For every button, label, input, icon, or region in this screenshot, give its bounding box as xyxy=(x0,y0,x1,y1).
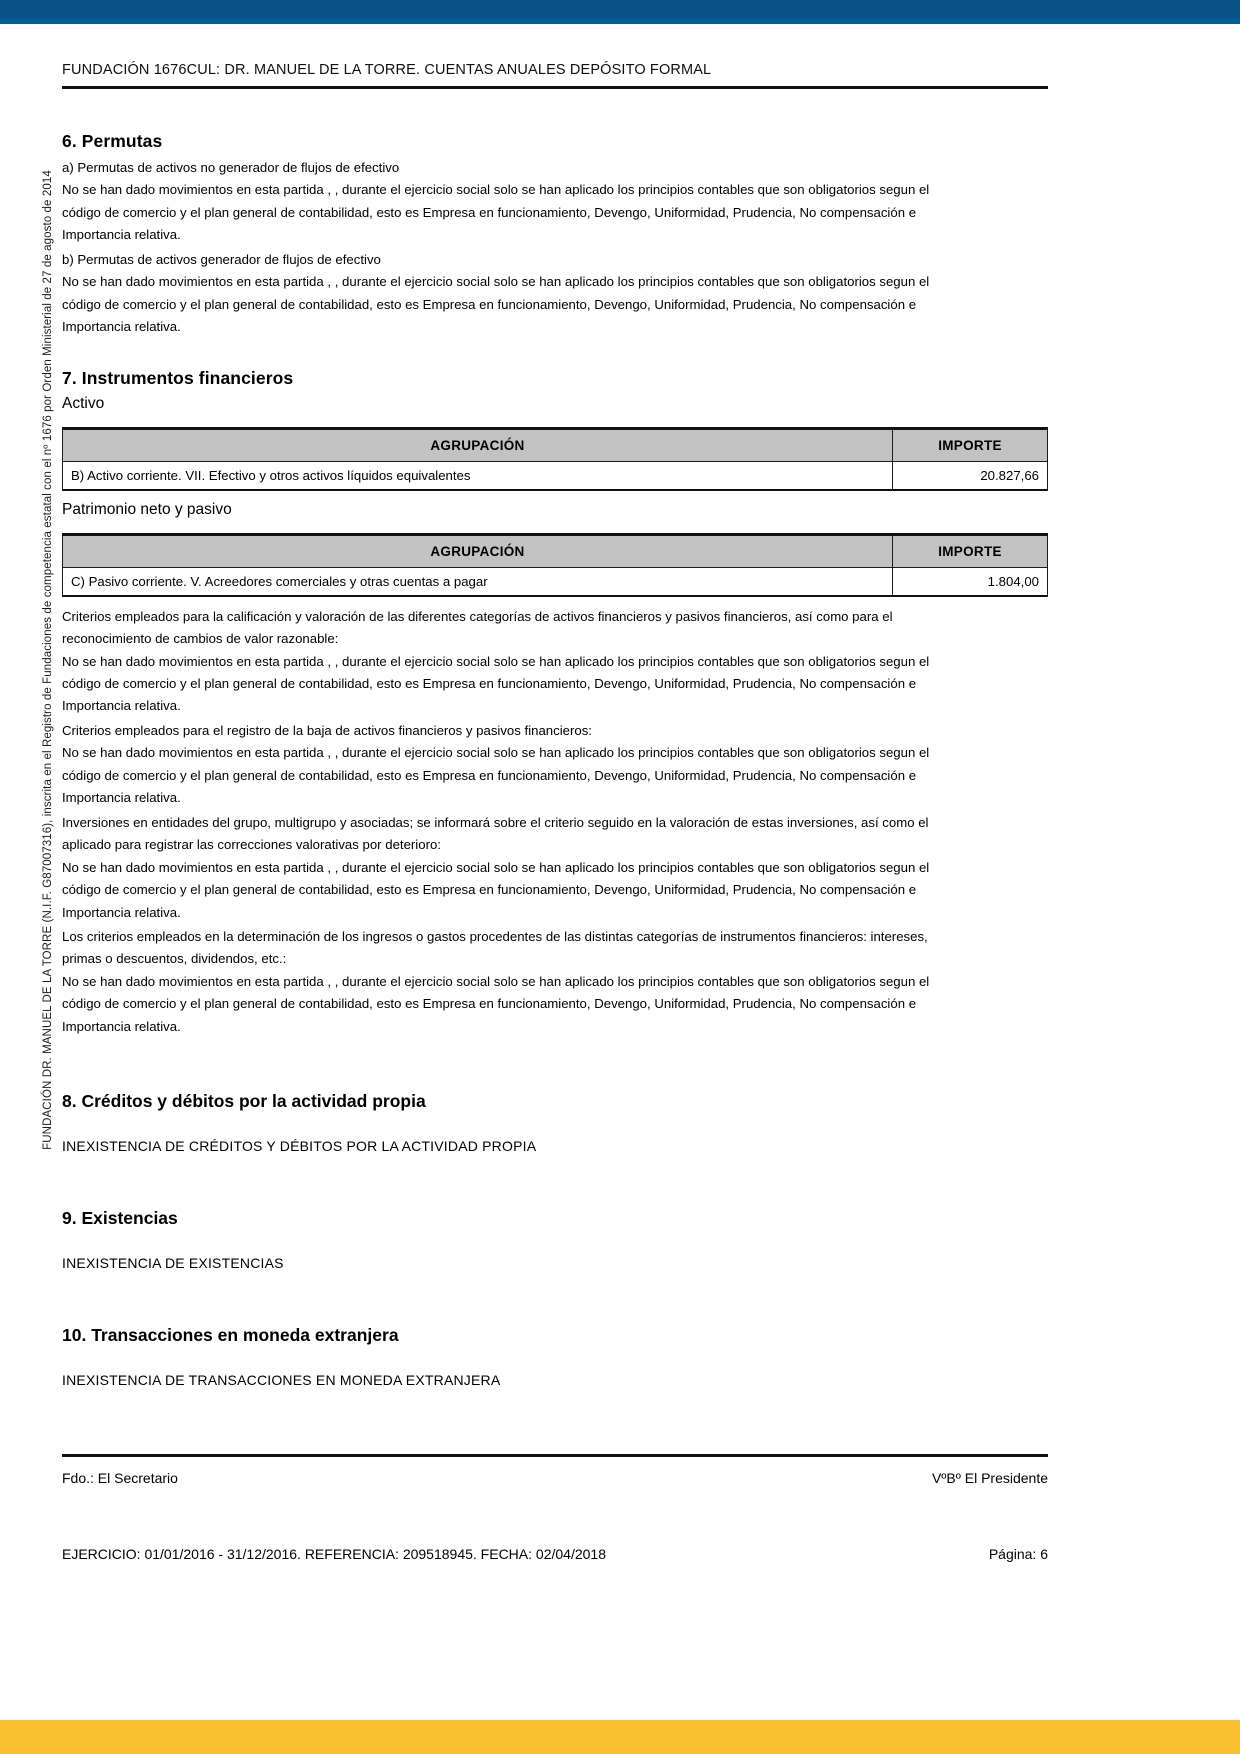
boilerplate-line-2: código de comercio y el plan general de contabilidad, esto es Empresa en funcionamiento, Devengo, Uniformidad, Prudencia, No compensación e xyxy=(62,296,917,312)
boilerplate-line-3: Importancia relativa. xyxy=(62,790,181,806)
pasivo-table-head xyxy=(63,534,1048,567)
page-footer xyxy=(62,1486,1048,1562)
table-header-row xyxy=(63,428,1048,461)
section-8-heading: 8. Créditos y débitos por la actividad propia xyxy=(62,1091,426,1112)
boilerplate-line-1: No se han dado movimientos en esta partida , , durante el ejercicio social solo se han aplicado los principios contables que son obligatorios segun el xyxy=(62,973,930,989)
criterio-1-line-1: Criterios empleados para la calificación y valoración de las diferentes categorías de activos financieros y pasivos financieros, así como para el xyxy=(62,608,893,624)
boilerplate-line-2: código de comercio y el plan general de contabilidad, esto es Empresa en funcionamiento, Devengo, Uniformidad, Prudencia, No compensación e xyxy=(62,204,917,220)
activo-table xyxy=(62,427,1048,491)
document-header-title: FUNDACIÓN 1676CUL: DR. MANUEL DE LA TORRE. CUENTAS ANUALES DEPÓSITO FORMAL xyxy=(62,62,712,78)
table-row xyxy=(63,567,1048,596)
boilerplate-line-2: código de comercio y el plan general de contabilidad, esto es Empresa en funcionamiento, Devengo, Uniformidad, Prudencia, No compensación e xyxy=(62,675,917,691)
criterio-2-body xyxy=(62,743,1048,808)
pasivo-table xyxy=(62,533,1048,597)
document-body xyxy=(62,131,1048,1562)
section-7-activo-label: Activo xyxy=(62,394,105,412)
section-6-item-b-label: b) Permutas de activos generador de flujos de efectivo xyxy=(62,251,381,267)
boilerplate-line-1: No se han dado movimientos en esta partida , , durante el ejercicio social solo se han aplicado los principios contables que son obligatorios segun el xyxy=(62,745,930,761)
activo-table-body xyxy=(63,461,1048,490)
vertical-legal-notice: FUNDACIÓN DR. MANUEL DE LA TORRE (N.I.F. G87007316), inscrita en el Registro de Fundaciones de competencia estatal con el nº 1676 por Orden Ministerial de 27 de agosto de 2014 xyxy=(42,170,54,1150)
page-content xyxy=(62,0,1048,1562)
criterio-1-line-2: reconocimiento de cambios de valor razonable: xyxy=(62,631,339,647)
boilerplate-line-3: Importancia relativa. xyxy=(62,227,181,243)
activo-table-head xyxy=(63,428,1048,461)
boilerplate-line-1: No se han dado movimientos en esta partida , , durante el ejercicio social solo se han aplicado los principios contables que son obligatorios segun el xyxy=(62,653,930,669)
header-divider xyxy=(62,86,1048,89)
criterio-3-line-1: Inversiones en entidades del grupo, multigrupo y asociadas; se informará sobre el criterio seguido en la valoración de estas inversiones, así como el xyxy=(62,814,929,830)
footer-reference: EJERCICIO: 01/01/2016 - 31/12/2016. REFERENCIA: 209518945. FECHA: 02/04/2018 xyxy=(62,1546,606,1563)
column-header-importe: IMPORTE xyxy=(893,428,1048,461)
criterio-2-label: Criterios empleados para el registro de la baja de activos financieros y pasivos financieros: xyxy=(62,722,592,738)
activo-row-label: B) Activo corriente. VII. Efectivo y otros activos líquidos equivalentes xyxy=(63,461,893,490)
pasivo-row-amount: 1.804,00 xyxy=(893,567,1048,596)
criterio-3-line-2: aplicado para registrar las correcciones valorativas por deterioro: xyxy=(62,837,441,853)
boilerplate-line-3: Importancia relativa. xyxy=(62,1018,181,1034)
column-header-agrupacion: AGRUPACIÓN xyxy=(63,534,893,567)
boilerplate-line-1: No se han dado movimientos en esta partida , , durante el ejercicio social solo se han aplicado los principios contables que son obligatorios segun el xyxy=(62,274,930,290)
pasivo-table-body xyxy=(63,567,1048,596)
section-6-item-a-body xyxy=(62,180,1048,245)
column-header-importe: IMPORTE xyxy=(893,534,1048,567)
boilerplate-line-3: Importancia relativa. xyxy=(62,904,181,920)
criterio-1-body xyxy=(62,652,1048,717)
criterio-4-body xyxy=(62,972,1048,1037)
criterio-3-body xyxy=(62,858,1048,923)
boilerplate-line-2: código de comercio y el plan general de contabilidad, esto es Empresa en funcionamiento, Devengo, Uniformidad, Prudencia, No compensación e xyxy=(62,882,917,898)
boilerplate-line-1: No se han dado movimientos en esta partida , , durante el ejercicio social solo se han aplicado los principios contables que son obligatorios segun el xyxy=(62,859,930,875)
signature-row xyxy=(62,1457,1048,1486)
boilerplate-line-3: Importancia relativa. xyxy=(62,319,181,335)
boilerplate-line-2: código de comercio y el plan general de contabilidad, esto es Empresa en funcionamiento, Devengo, Uniformidad, Prudencia, No compensación e xyxy=(62,767,917,783)
boilerplate-line-2: código de comercio y el plan general de contabilidad, esto es Empresa en funcionamiento, Devengo, Uniformidad, Prudencia, No compensación e xyxy=(62,996,917,1012)
boilerplate-line-3: Importancia relativa. xyxy=(62,698,181,714)
criterio-4-line-2: primas o descuentos, dividendos, etc.: xyxy=(62,951,287,967)
section-6-item-b-body xyxy=(62,272,1048,337)
section-8 xyxy=(62,1091,1048,1154)
boilerplate-line-1: No se han dado movimientos en esta partida , , durante el ejercicio social solo se han aplicado los principios contables que son obligatorios segun el xyxy=(62,182,930,198)
pasivo-row-label: C) Pasivo corriente. V. Acreedores comerciales y otras cuentas a pagar xyxy=(63,567,893,596)
section-10 xyxy=(62,1325,1048,1388)
table-header-row xyxy=(63,534,1048,567)
section-8-body: INEXISTENCIA DE CRÉDITOS Y DÉBITOS POR LA ACTIVIDAD PROPIA xyxy=(62,1138,537,1155)
section-9-body: INEXISTENCIA DE EXISTENCIAS xyxy=(62,1255,284,1272)
activo-row-amount: 20.827,66 xyxy=(893,461,1048,490)
section-9 xyxy=(62,1208,1048,1271)
signature-president: VºBº El Presidente xyxy=(931,1470,1048,1487)
criterio-4-line-1: Los criterios empleados en la determinación de los ingresos o gastos procedentes de las distintas categorías de instrumentos financieros: intereses, xyxy=(62,928,928,944)
section-10-body: INEXISTENCIA DE TRANSACCIONES EN MONEDA EXTRANJERA xyxy=(62,1372,501,1389)
column-header-agrupacion: AGRUPACIÓN xyxy=(63,428,893,461)
section-6-heading: 6. Permutas xyxy=(62,131,163,151)
section-10-heading: 10. Transacciones en moneda extranjera xyxy=(62,1325,399,1346)
footer-page-number: Página: 6 xyxy=(988,1546,1048,1563)
section-9-heading: 9. Existencias xyxy=(62,1208,178,1229)
section-7-pasivo-label: Patrimonio neto y pasivo xyxy=(62,500,232,518)
section-6-item-a-label: a) Permutas de activos no generador de flujos de efectivo xyxy=(62,160,400,175)
table-row xyxy=(63,461,1048,490)
signature-secretary: Fdo.: El Secretario xyxy=(62,1470,178,1487)
bottom-decorative-bar xyxy=(0,1720,1240,1754)
section-7-heading: 7. Instrumentos financieros xyxy=(62,367,294,388)
